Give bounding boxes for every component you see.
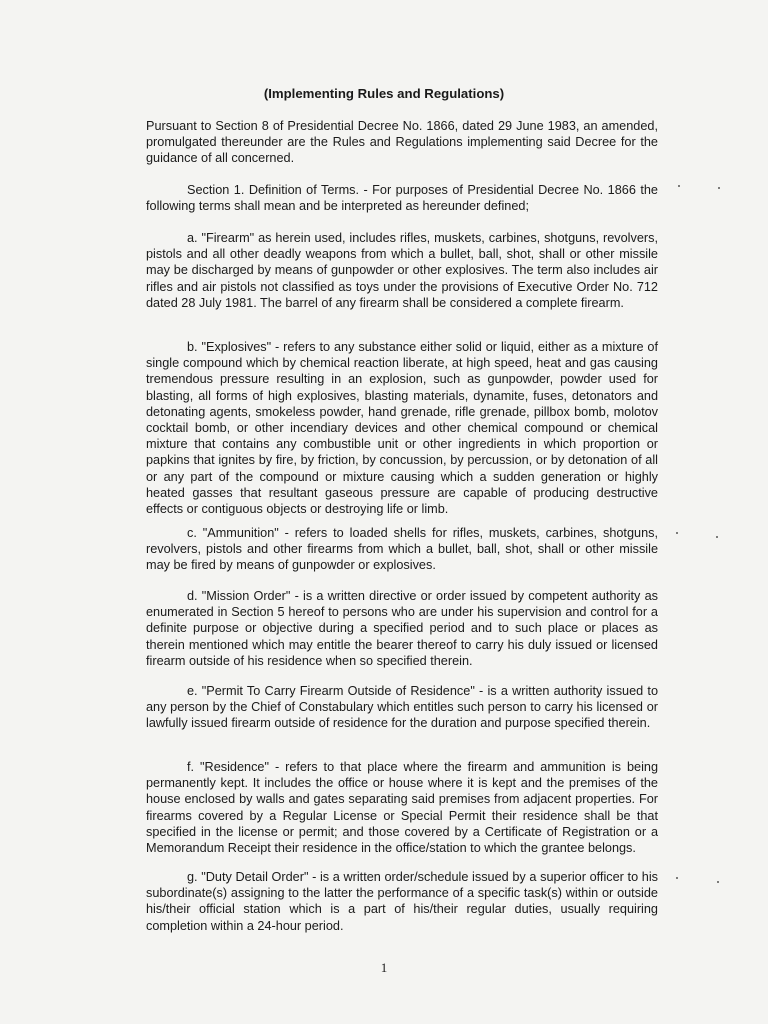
scan-speck [676,532,678,534]
scan-speck [676,877,678,879]
definition-duty-detail-order-paragraph: g. "Duty Detail Order" - is a written order/schedule issued by a superior officer to his subordinate(s) assigning to the latter the performance of a specific task(s) within or outside his/their official station which is a part of his/their regular duties, usually requiring completion within a 24-hour period. [146,870,658,933]
definition-ammunition-paragraph: c. "Ammunition" - refers to loaded shells for rifles, muskets, carbines, shotguns, revolvers, pistols and other firearms from which a bullet, ball, shot, shall or other missile may be fired by means of gunpowder or explosives. [146,526,658,573]
definition-firearm-paragraph: a. "Firearm" as herein used, includes rifles, muskets, carbines, shotguns, revolvers, pistols and all other deadly weapons from which a bullet, ball, shot, shall or other missile may be discharged by means of gunpowder or other explosives. The term also includes air rifles and air pistols not classified as toys under the provisions of Executive Order No. 712 dated 28 July 1981. The barrel of any firearm shall be considered a complete firearm. [146,231,658,310]
intro-paragraph: Pursuant to Section 8 of Presidential Decree No. 1866, dated 29 June 1983, an amended, promulgated thereunder are the Rules and Regulations implementing said Decree for the guidance of all concerned. [146,119,658,166]
definition-explosives-paragraph: b. "Explosives" - refers to any substance either solid or liquid, either as a mixture of single compound which by chemical reaction liberate, at high speed, heat and gas causing tremendous pressure resulting in an explosion, such as gunpowder, powder used for blasting, all forms of high explosives, blasting materials, dynamite, fuses, detonators and detonating agents, smokeless powder, hand grenade, rifle grenade, pillbox bomb, molotov cocktail bomb, or other incendiary devices and other chemical compound or chemical mixture that contains any combustible unit or other ingredients in which proportion or papkins that ignites by fire, by friction, by concussion, by percussion, or by detonation of all or any part of the compound or mixture causing which a sudden generation or highly heated gasses that resultant gaseous pressure are capable of producing destructive effects or contiguous objects or destroying life or limb. [146,340,658,517]
scan-speck [718,187,720,189]
scan-speck [678,185,680,187]
definition-mission-order-paragraph: d. "Mission Order" - is a written directive or order issued by competent authority as enumerated in Section 5 hereof to persons who are under his supervision and control for a definite purpose or objective during a specified period and to such place or places as therein mentioned which may entitle the bearer thereof to carry his duly issued or licensed firearm outside of his residence when so specified therein. [146,589,658,668]
definition-residence-paragraph: f. "Residence" - refers to that place where the firearm and ammunition is being permanently kept. It includes the office or house where it is kept and the premises of the house enclosed by walls and gates separating said premises from adjacent properties. For firearms covered by a Regular License or Special Permit their residence shall be that specified in the license or permit; and those covered by a Certificate of Registration or a Memorandum Receipt their residence in the office/station to which the grantee belongs. [146,760,658,856]
scan-speck [716,536,718,538]
section-1-heading-paragraph: Section 1. Definition of Terms. - For purposes of Presidential Decree No. 1866 the following terms shall mean and be interpreted as hereunder defined; [146,183,658,214]
page-number: 1 [380,960,388,975]
document-title: (Implementing Rules and Regulations) [263,86,505,101]
scan-speck [717,881,719,883]
definition-permit-paragraph: e. "Permit To Carry Firearm Outside of Residence" - is a written authority issued to any person by the Chief of Constabulary which entitles such person to carry his licensed or lawfully issued firearm outside of residence for the duration and purpose specified therein. [146,684,658,731]
